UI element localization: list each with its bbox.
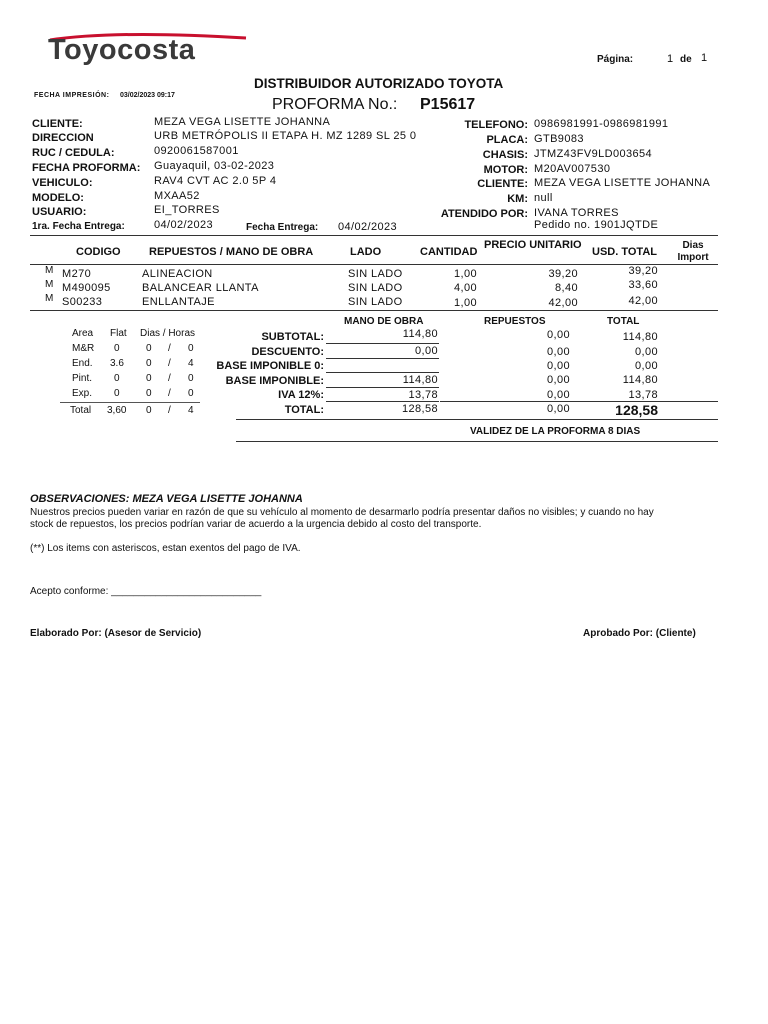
- phone-value: 0986981991-0986981991: [534, 118, 669, 130]
- hours-days: 0: [146, 373, 152, 384]
- plate-label: PLACA:: [486, 134, 528, 146]
- col-unit-price: PRECIO UNITARIO: [484, 239, 582, 251]
- col-quantity: CANTIDAD: [420, 246, 478, 258]
- col-total: USD. TOTAL: [592, 246, 657, 258]
- hours-hours: 0: [188, 388, 194, 399]
- row-code: S00233: [62, 296, 103, 308]
- totals-total-rule: [440, 401, 718, 402]
- row-desc: ALINEACION: [142, 268, 213, 280]
- row-side: SIN LADO: [348, 296, 403, 308]
- client-label: CLIENTE:: [32, 118, 83, 130]
- totals-total: 114,80: [622, 374, 658, 386]
- hours-flat: 0: [114, 373, 120, 384]
- row-desc: BALANCEAR LLANTA: [142, 282, 259, 294]
- hours-flat: 0: [114, 388, 120, 399]
- address-value: URB METRÓPOLIS II ETAPA H. MZ 1289 SL 25 0: [154, 130, 417, 142]
- totals-parts: 0,00: [546, 403, 570, 415]
- vehicle-value: RAV4 CVT AC 2.0 5P 4: [154, 175, 277, 187]
- totals-labor: 114,80: [402, 328, 438, 340]
- observations-title: OBSERVACIONES: MEZA VEGA LISETTE JOHANNA: [30, 493, 303, 505]
- totals-rule: [326, 401, 439, 402]
- hours-area: M&R: [72, 343, 95, 354]
- hours-hours: 4: [188, 405, 194, 416]
- print-date-value: 03/02/2023 09:17: [120, 92, 175, 99]
- totals-labor: 13,78: [408, 389, 438, 401]
- col-import: Import: [677, 252, 709, 263]
- hours-days: 0: [146, 358, 152, 369]
- totals-labor: 0,00: [414, 345, 438, 357]
- user-value: EI_TORRES: [154, 204, 220, 216]
- totals-rule: [326, 372, 439, 373]
- totals-rule: [326, 387, 439, 388]
- totals-label: BASE IMPONIBLE 0:: [216, 360, 324, 372]
- row-side: SIN LADO: [348, 268, 403, 280]
- print-date-label: FECHA IMPRESIÓN:: [34, 92, 110, 99]
- validity-rule: [236, 441, 718, 442]
- totals-label: IVA 12%:: [278, 389, 324, 401]
- client-right-value: MEZA VEGA LISETTE JOHANNA: [534, 177, 711, 189]
- hours-sep: /: [168, 388, 171, 399]
- chassis-label: CHASIS:: [482, 149, 528, 161]
- proforma-date-label: FECHA PROFORMA:: [32, 162, 141, 174]
- hours-area: End.: [72, 358, 93, 369]
- client-value: MEZA VEGA LISETTE JOHANNA: [154, 116, 331, 128]
- delivery-value: 04/02/2023: [338, 221, 398, 233]
- attended-label: ATENDIDO POR:: [440, 208, 528, 220]
- totals-total: 0,00: [634, 360, 658, 372]
- hours-under-rule: [60, 402, 200, 403]
- totals-total: 114,80: [622, 331, 658, 343]
- totals-label: BASE IMPONIBLE:: [225, 375, 324, 387]
- hours-flat: 0: [114, 343, 120, 354]
- hours-sep: /: [168, 373, 171, 384]
- approved-by: Aprobado Por: (Cliente): [583, 628, 696, 639]
- order-number: Pedido no. 1901JQTDE: [534, 219, 659, 231]
- observations-line-1: Nuestros precios pueden variar en razón de que su vehículo al momento de desarmarlo podría presentar daños no visibles; y cuando no hay: [30, 507, 654, 518]
- row-code: M270: [62, 268, 92, 280]
- vehicle-label: VEHICULO:: [32, 177, 93, 189]
- address-label: DIRECCION: [32, 132, 94, 144]
- row-total: 39,20: [628, 265, 658, 277]
- km-value: null: [534, 192, 553, 204]
- row-type: M: [45, 279, 54, 290]
- totals-parts: 0,00: [546, 360, 570, 372]
- totals-labor: 128,58: [401, 403, 438, 415]
- totals-parts: 0,00: [546, 389, 570, 401]
- company-logo: [46, 28, 256, 72]
- hours-hours: 0: [188, 373, 194, 384]
- validity-note: VALIDEZ DE LA PROFORMA 8 DIAS: [470, 426, 641, 437]
- phone-label: TELEFONO:: [464, 119, 528, 131]
- totals-label: DESCUENTO:: [251, 346, 324, 358]
- col-days: Dias: [682, 240, 704, 251]
- row-side: SIN LADO: [348, 282, 403, 294]
- totals-labor: 114,80: [402, 374, 438, 386]
- col-description: REPUESTOS / MANO DE OBRA: [149, 246, 314, 258]
- row-total: 42,00: [628, 295, 658, 307]
- hours-days: 0: [146, 405, 152, 416]
- hours-hours: 4: [188, 358, 194, 369]
- user-label: USUARIO:: [32, 206, 87, 218]
- totals-rule: [326, 343, 439, 344]
- hours-area: Exp.: [72, 388, 93, 399]
- row-code: M490095: [62, 282, 111, 294]
- chassis-value: JTMZ43FV9LD003654: [534, 148, 653, 160]
- hours-days: 0: [146, 388, 152, 399]
- items-top-rule: [30, 235, 718, 236]
- row-type: M: [45, 265, 54, 276]
- engine-value: M20AV007530: [534, 163, 611, 175]
- totals-parts: 0,00: [546, 374, 570, 386]
- row-price: 42,00: [548, 297, 578, 309]
- col-side: LADO: [350, 246, 382, 258]
- first-delivery-label: 1ra. Fecha Entrega:: [32, 221, 125, 232]
- totals-rule: [326, 358, 439, 359]
- totals-total: 13,78: [628, 389, 658, 401]
- row-price: 39,20: [548, 268, 578, 280]
- hours-flat: 3,60: [107, 405, 127, 416]
- distributor-title: DISTRIBUIDOR AUTORIZADO TOYOTA: [254, 76, 504, 91]
- totals-parts: 0,00: [546, 329, 570, 341]
- col-code: CODIGO: [76, 246, 121, 258]
- km-label: KM:: [507, 193, 528, 205]
- totals-label: SUBTOTAL:: [261, 331, 324, 343]
- hours-col-area: Area: [72, 328, 94, 339]
- client-right-label: CLIENTE:: [477, 178, 528, 190]
- iva-exempt-note: (**) Los items con asteriscos, estan exentos del pago de IVA.: [30, 543, 301, 554]
- observations-line-2: stock de repuestos, los precios podrían variar de acuerdo a la urgencia debido al costo del transporte.: [30, 519, 482, 530]
- page-sep: de: [680, 54, 692, 65]
- first-delivery-value: 04/02/2023: [154, 219, 214, 231]
- attended-value: IVANA TORRES: [534, 207, 619, 219]
- hours-col-days-hours: Dias / Horas: [140, 328, 196, 339]
- plate-value: GTB9083: [534, 133, 584, 145]
- totals-parts: 0,00: [546, 346, 570, 358]
- proforma-number: P15617: [420, 96, 476, 113]
- model-label: MODELO:: [32, 192, 84, 204]
- items-bottom-rule: [30, 310, 718, 311]
- row-qty: 4,00: [453, 282, 477, 294]
- totals-total: 0,00: [634, 346, 658, 358]
- proforma-date-value: Guayaquil, 03-02-2023: [154, 160, 275, 172]
- acceptance-line: Acepto conforme: ___________________________: [30, 586, 262, 597]
- totals-col-parts: REPUESTOS: [484, 316, 546, 327]
- hours-days: 0: [146, 343, 152, 354]
- hours-hours: 0: [188, 343, 194, 354]
- items-header-rule: [30, 264, 718, 265]
- grand-total: 128,58: [615, 402, 658, 418]
- engine-label: MOTOR:: [483, 164, 528, 176]
- proforma-label: PROFORMA No.:: [272, 96, 398, 113]
- row-qty: 1,00: [453, 268, 477, 280]
- row-qty: 1,00: [453, 297, 477, 309]
- page-current: 1: [667, 53, 674, 65]
- row-price: 8,40: [554, 282, 578, 294]
- ruc-label: RUC / CEDULA:: [32, 147, 115, 159]
- row-desc: ENLLANTAJE: [142, 296, 215, 308]
- hours-sep: /: [168, 343, 171, 354]
- row-total: 33,60: [628, 279, 658, 291]
- totals-col-total: TOTAL: [607, 316, 640, 327]
- hours-sep: /: [168, 358, 171, 369]
- hours-area: Pint.: [72, 373, 93, 384]
- hours-area: Total: [70, 405, 92, 416]
- hours-sep: /: [168, 405, 171, 416]
- page-label: Página:: [597, 54, 634, 65]
- ruc-value: 0920061587001: [154, 145, 239, 157]
- prepared-by: Elaborado Por: (Asesor de Servicio): [30, 628, 202, 639]
- row-type: M: [45, 293, 54, 304]
- totals-label: TOTAL:: [284, 404, 324, 416]
- logo-text: Toyocosta: [48, 34, 196, 66]
- totals-bottom-rule: [236, 419, 718, 420]
- model-value: MXAA52: [154, 190, 200, 202]
- delivery-label: Fecha Entrega:: [246, 222, 319, 233]
- hours-col-flat: Flat: [110, 328, 127, 339]
- hours-flat: 3.6: [110, 358, 124, 369]
- page-total: 1: [701, 52, 708, 64]
- totals-col-labor: MANO DE OBRA: [344, 316, 424, 327]
